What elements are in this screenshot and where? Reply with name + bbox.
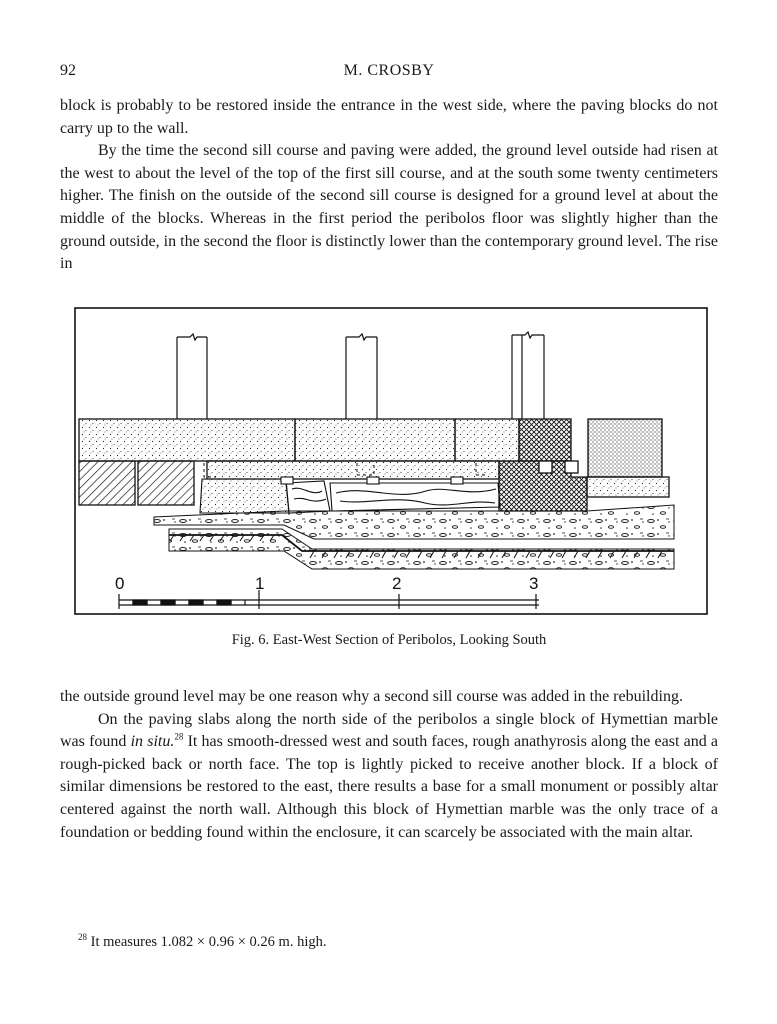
scale-label: 3 bbox=[529, 574, 539, 593]
body-text-top bbox=[60, 95, 718, 276]
paragraph: By the time the second sill course and paving were added, the ground level outside had risen at the west to about the level of the top of the first sill course, and at the south some twenty centimeters higher. The finish on the outside of the second sill course is designed for a ground level at about the middle of the blocks. Whereas in the first period the peribolos floor was slightly higher than the ground outside, in the second the floor is distinctly lower than the contemporary ground level. The rise in bbox=[60, 142, 718, 273]
italic-phrase: in situ. bbox=[130, 733, 175, 751]
body-text-bottom bbox=[60, 686, 718, 844]
footnote-reference[interactable]: 28 bbox=[174, 731, 184, 742]
upper-wall-lines bbox=[177, 332, 544, 419]
paragraph: the outside ground level may be one reason why a second sill course was added in the rebuilding. bbox=[60, 688, 683, 705]
figure-caption: Fig. 6. East-West Section of Peribolos, Looking South bbox=[231, 632, 547, 648]
paragraph bbox=[60, 709, 718, 845]
footnote-text: It measures 1.082 × 0.96 × 0.26 m. high. bbox=[90, 934, 327, 950]
paragraph-text: It has smooth-dressed west and south faces, rough anathyrosis along the east and a rough-picked back or north face. The top is lightly picked to receive another block. If a block of similar dimensions be restored to the east, there results a base for a small monument or possibly altar centered against the north wall. Although this block of Hymettian marble was the only trace of a foundation or bedding found within the enclosure, it can scarcely be associated with the main altar. bbox=[60, 733, 718, 841]
running-title: M. CROSBY bbox=[343, 62, 435, 79]
figure-section-drawing bbox=[74, 307, 708, 615]
paragraph-text: On the paving slabs along the north side of the peribolos a single block of Hymettian marble was found bbox=[60, 710, 718, 751]
running-head bbox=[60, 62, 718, 86]
page-number: 92 bbox=[60, 62, 76, 79]
ground-fill bbox=[154, 505, 674, 569]
paragraph: block is probably to be restored inside the entrance in the west side, where the paving blocks do not carry up to the wall. bbox=[60, 97, 718, 137]
scale-bar bbox=[119, 590, 539, 609]
scale-label: 0 bbox=[115, 574, 125, 593]
lower-blocks bbox=[79, 461, 669, 511]
scale-label: 2 bbox=[392, 574, 402, 593]
footnote-marker: 28 bbox=[78, 932, 87, 943]
scale-label: 1 bbox=[255, 574, 265, 593]
footnote bbox=[78, 934, 718, 951]
paving-fragments bbox=[200, 477, 500, 513]
